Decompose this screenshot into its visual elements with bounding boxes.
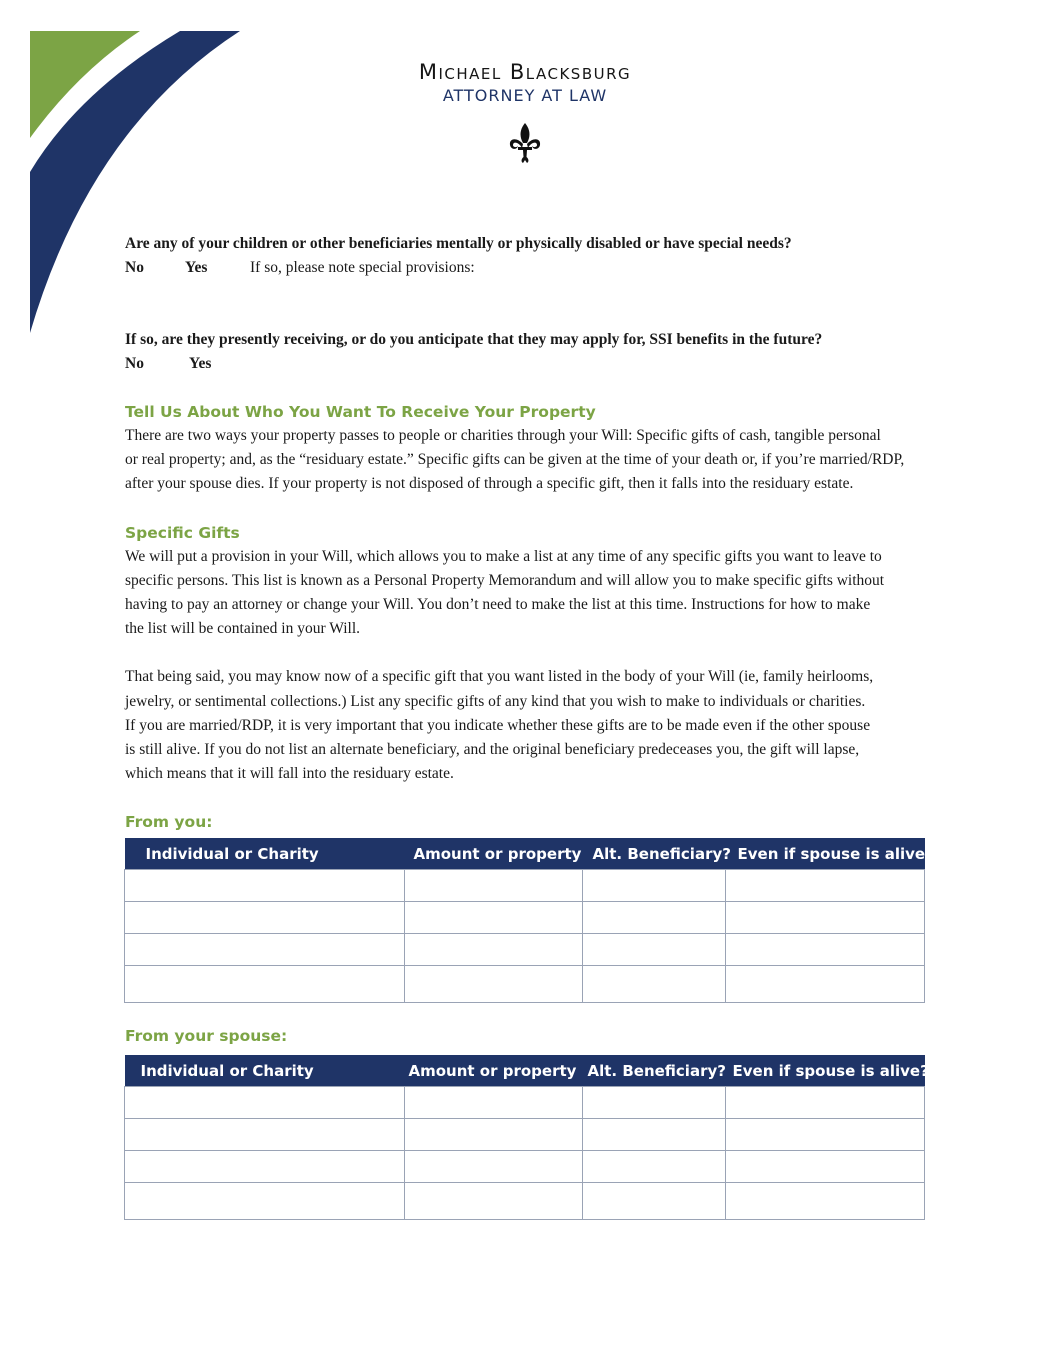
column-header-spouse-alive: Even if spouse is alive? bbox=[726, 838, 925, 870]
specific-gifts-text: We will put a provision in your Will, which allows you to make a list at any time of any specific gifts you want to leave to specific persons. This list is known as a Personal Property Memorandum and will allow you to make specific gifts without having to pay an attorney or change your Will. You don’t need to make the list at this time. Instructions for how to make the list will be contained in your Will. bbox=[125, 547, 885, 638]
question-special-needs: Are any of your children or other beneficiaries mentally or physically disabled or have special needs? bbox=[125, 235, 792, 252]
table-cell[interactable] bbox=[405, 1087, 583, 1119]
table-cell[interactable] bbox=[125, 1183, 405, 1220]
table-cell[interactable] bbox=[405, 1119, 583, 1151]
table-row bbox=[125, 1119, 925, 1151]
table-cell[interactable] bbox=[405, 1151, 583, 1183]
table-cell[interactable] bbox=[405, 1183, 583, 1220]
table-cell[interactable] bbox=[583, 870, 726, 902]
table-cell[interactable] bbox=[726, 1119, 925, 1151]
answers-ssi-benefits bbox=[125, 352, 1005, 376]
table-cell[interactable] bbox=[125, 934, 405, 966]
table-row bbox=[125, 870, 925, 902]
table-header-row bbox=[125, 838, 925, 870]
table-row bbox=[125, 1151, 925, 1183]
column-header-amount: Amount or property bbox=[405, 1055, 583, 1087]
table-cell[interactable] bbox=[405, 934, 583, 966]
table-cell[interactable] bbox=[125, 1119, 405, 1151]
table-header-row bbox=[125, 1055, 925, 1087]
table-cell[interactable] bbox=[125, 966, 405, 1003]
table-row bbox=[125, 1087, 925, 1119]
table-row bbox=[125, 902, 925, 934]
table-cell[interactable] bbox=[583, 1151, 726, 1183]
table-cell[interactable] bbox=[583, 934, 726, 966]
gifts-table-from-spouse bbox=[124, 1055, 929, 1220]
column-header-amount: Amount or property bbox=[405, 838, 583, 870]
from-spouse-label: From your spouse: bbox=[125, 1027, 288, 1045]
table-cell[interactable] bbox=[726, 1183, 925, 1220]
table-cell[interactable] bbox=[405, 870, 583, 902]
specific-gifts-heading: Specific Gifts bbox=[125, 523, 240, 542]
firm-name: Michael Blacksburg bbox=[418, 60, 632, 84]
table-cell[interactable] bbox=[583, 966, 726, 1003]
property-section-heading: Tell Us About Who You Want To Receive Your Property bbox=[125, 403, 596, 421]
option-no[interactable]: No bbox=[125, 259, 144, 276]
table-cell[interactable] bbox=[583, 1087, 726, 1119]
table-cell[interactable] bbox=[405, 902, 583, 934]
specific-gifts-instructions: That being said, you may know now of a specific gift that you want listed in the body of your Will (ie, family heirlooms, jewelry, or sentimental collections.) List any specific gifts of any kind that you wish to make to individuals or charities. If you are married/RDP, it is very important that you indicate whether these gifts are to be made even if the other spouse is still alive. If you do not list an alternate beneficiary, and the original beneficiary predeceases you, the gift will lapse, which means that it will fall into the residuary estate. bbox=[125, 668, 874, 783]
option-no[interactable]: No bbox=[125, 355, 144, 372]
answers-special-needs bbox=[125, 256, 1005, 280]
table-row bbox=[125, 934, 925, 966]
table-cell[interactable] bbox=[125, 1151, 405, 1183]
table-cell[interactable] bbox=[726, 966, 925, 1003]
table-cell[interactable] bbox=[726, 934, 925, 966]
table-cell[interactable] bbox=[583, 902, 726, 934]
table-cell[interactable] bbox=[125, 1087, 405, 1119]
fleur-de-lis-icon bbox=[507, 121, 543, 165]
column-header-individual: Individual or Charity bbox=[125, 1055, 405, 1087]
option-yes[interactable]: Yes bbox=[185, 259, 208, 276]
special-provisions-note: If so, please note special provisions: bbox=[250, 259, 475, 276]
column-header-spouse-alive: Even if spouse is alive? bbox=[726, 1055, 925, 1087]
table-cell[interactable] bbox=[125, 902, 405, 934]
column-header-individual: Individual or Charity bbox=[125, 838, 405, 870]
from-you-label: From you: bbox=[125, 813, 213, 832]
table-cell[interactable] bbox=[726, 1087, 925, 1119]
table-row bbox=[125, 966, 925, 1003]
form-content bbox=[125, 232, 1005, 834]
column-header-alt-beneficiary: Alt. Beneficiary? bbox=[583, 1055, 726, 1087]
property-section-text: There are two ways your property passes to people or charities through your Will: Specific gifts of cash, tangible personal or real property; and, as the “residuary estate.” Specific gifts can be given at the time of your death or, if you’re married/RDP, after your spouse dies. If your property is not disposed of through a specific gift, then it falls into the residuary estate. bbox=[125, 427, 905, 493]
column-header-alt-beneficiary: Alt. Beneficiary? bbox=[583, 838, 726, 870]
letterhead bbox=[300, 58, 750, 106]
question-ssi-benefits: If so, are they presently receiving, or do you anticipate that they may apply for, SSI benefits in the future? bbox=[125, 331, 823, 348]
table-cell[interactable] bbox=[583, 1183, 726, 1220]
table-cell[interactable] bbox=[125, 870, 405, 902]
table-row bbox=[125, 1183, 925, 1220]
table-cell[interactable] bbox=[726, 1151, 925, 1183]
table-cell[interactable] bbox=[405, 966, 583, 1003]
table-cell[interactable] bbox=[726, 870, 925, 902]
table-cell[interactable] bbox=[726, 902, 925, 934]
firm-title: ATTORNEY AT LAW bbox=[442, 86, 608, 105]
gifts-table-from-you bbox=[124, 838, 934, 1003]
option-yes[interactable]: Yes bbox=[189, 355, 212, 372]
table-cell[interactable] bbox=[583, 1119, 726, 1151]
